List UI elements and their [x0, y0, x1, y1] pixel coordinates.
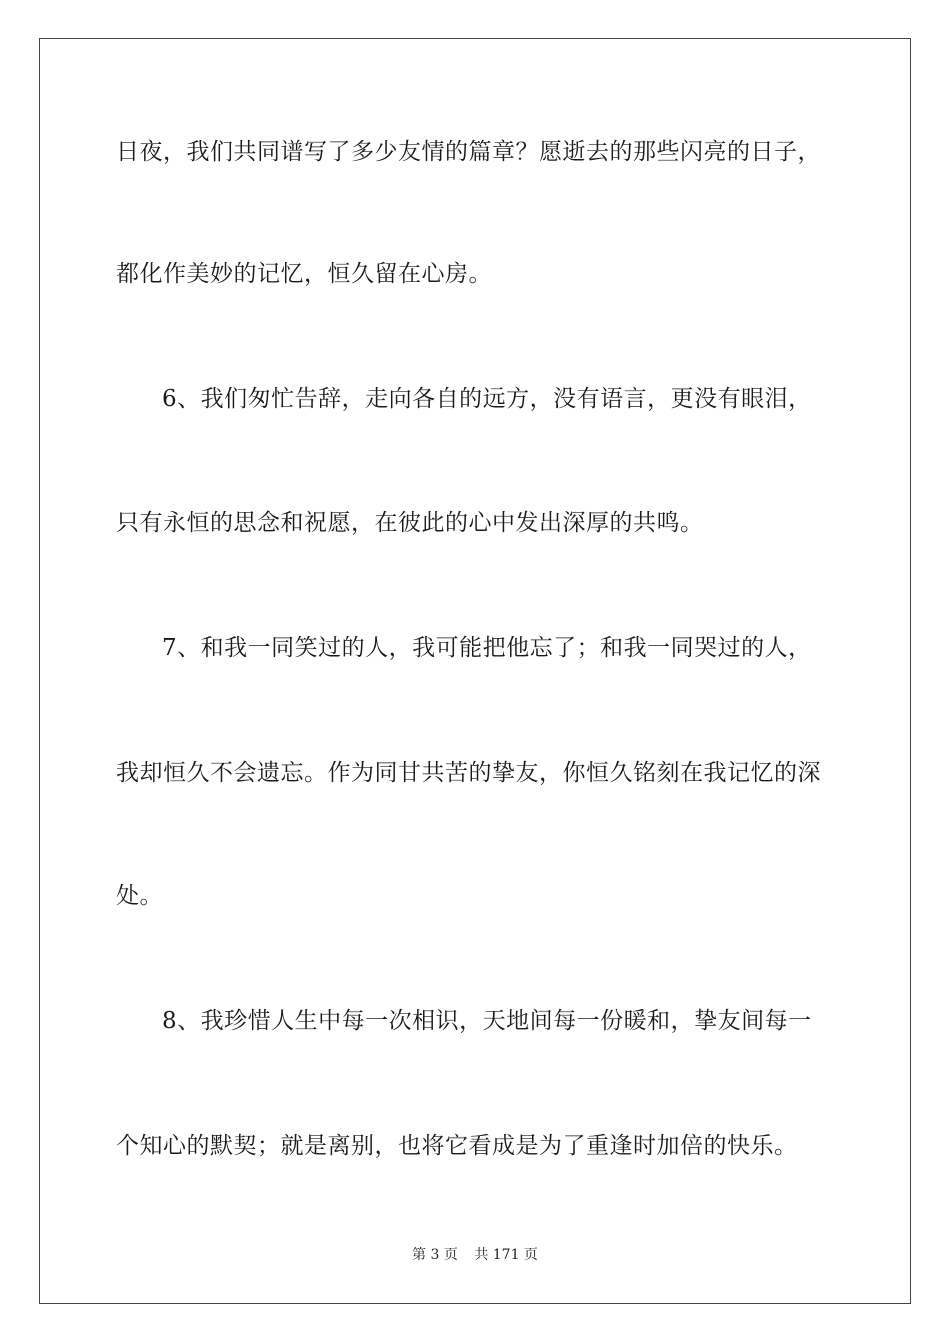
paragraph-8-line-1: 8、我珍惜人生中每一次相识，天地间每一份暖和，挚友间每一 [162, 1008, 812, 1034]
page-footer [0, 1246, 950, 1264]
paragraph-6-line-2: 只有永恒的思念和祝愿，在彼此的心中发出深厚的共鸣。 [116, 510, 704, 536]
paragraph-7-line-2: 我却恒久不会遗忘。作为同甘共苦的挚友，你恒久铭刻在我记忆的深 [116, 760, 821, 786]
paragraph-line-2: 都化作美妙的记忆，恒久留在心房。 [116, 261, 492, 287]
paragraph-line-1: 日夜，我们共同谱写了多少友情的篇章？愿逝去的那些闪亮的日子， [116, 139, 821, 165]
paragraph-8-line-2: 个知心的默契；就是离别，也将它看成是为了重逢时加倍的快乐。 [116, 1133, 798, 1159]
page-number: 第 3 页 [412, 1247, 458, 1263]
paragraph-7-line-1: 7、和我一同笑过的人，我可能把他忘了；和我一同哭过的人， [162, 635, 812, 661]
page-border [39, 38, 911, 1304]
paragraph-7-line-3: 处。 [116, 883, 163, 909]
paragraph-6-line-1: 6、我们匆忙告辞，走向各自的远方，没有语言，更没有眼泪， [162, 386, 812, 412]
page-total: 共 171 页 [474, 1247, 538, 1263]
